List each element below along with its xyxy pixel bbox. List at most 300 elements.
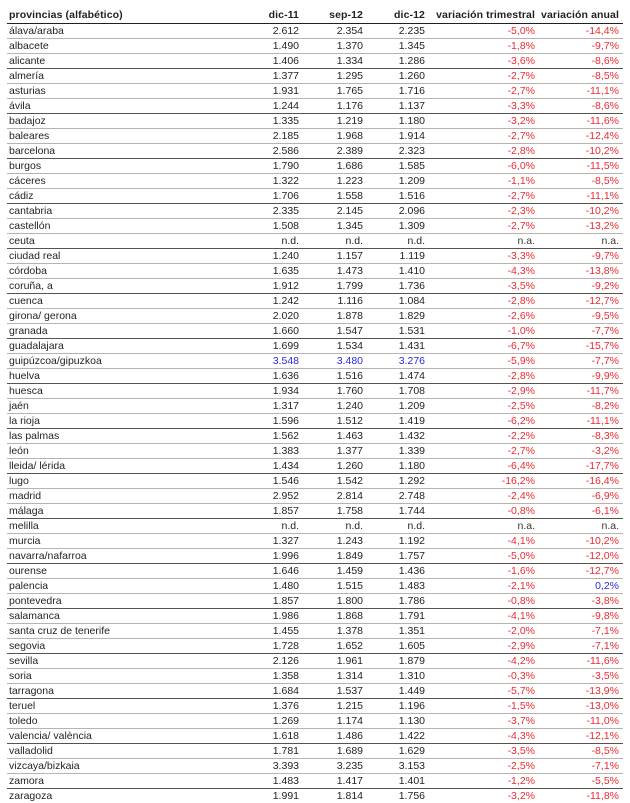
row-sep-12: 1.758	[303, 504, 367, 519]
row-sep-12: 1.689	[303, 744, 367, 759]
row-variacion-anual: -11,6%	[539, 114, 623, 129]
row-variacion-anual: -11,1%	[539, 84, 623, 99]
row-variacion-trimestral: -3,5%	[429, 744, 539, 759]
row-dic-12: 1.436	[367, 564, 429, 579]
row-provincia: cantabria	[7, 204, 239, 219]
row-variacion-trimestral: -2,1%	[429, 579, 539, 594]
row-provincia: valencia/ valència	[7, 729, 239, 744]
row-dic-12: 1.744	[367, 504, 429, 519]
row-provincia: toledo	[7, 714, 239, 729]
row-variacion-anual: -8,5%	[539, 69, 623, 84]
table-row[interactable]	[7, 339, 623, 354]
row-variacion-trimestral: -4,2%	[429, 654, 539, 669]
table-row[interactable]	[7, 219, 623, 234]
row-dic-11: 2.185	[239, 129, 303, 144]
row-provincia: castellón	[7, 219, 239, 234]
row-sep-12: 1.463	[303, 429, 367, 444]
row-dic-12: 1.084	[367, 294, 429, 309]
table-row[interactable]	[7, 654, 623, 669]
row-variacion-anual: -7,7%	[539, 354, 623, 369]
row-dic-12: 1.756	[367, 789, 429, 803]
row-variacion-trimestral: -1,6%	[429, 564, 539, 579]
row-dic-11: 1.618	[239, 729, 303, 744]
row-dic-12: 1.757	[367, 549, 429, 564]
row-dic-11: 1.991	[239, 789, 303, 803]
row-dic-11: 1.377	[239, 69, 303, 84]
row-sep-12: 1.378	[303, 624, 367, 639]
row-sep-12: 1.417	[303, 774, 367, 789]
row-dic-12: 1.309	[367, 219, 429, 234]
row-dic-11: 1.931	[239, 84, 303, 99]
row-variacion-anual: -11,5%	[539, 159, 623, 174]
row-dic-12: 3.153	[367, 759, 429, 774]
row-variacion-anual: 0,2%	[539, 579, 623, 594]
table-row[interactable]	[7, 519, 623, 534]
row-dic-12: 3.276	[367, 354, 429, 369]
table-row[interactable]	[7, 624, 623, 639]
row-variacion-trimestral: -2,8%	[429, 369, 539, 384]
table-row[interactable]	[7, 99, 623, 114]
row-provincia: lleida/ lérida	[7, 459, 239, 474]
row-variacion-anual: -5,5%	[539, 774, 623, 789]
row-variacion-trimestral: -1,8%	[429, 39, 539, 54]
row-sep-12: 1.240	[303, 399, 367, 414]
row-dic-11: 1.480	[239, 579, 303, 594]
table-row[interactable]	[7, 699, 623, 714]
row-dic-11: 1.358	[239, 669, 303, 684]
table-row[interactable]	[7, 144, 623, 159]
table-row[interactable]	[7, 84, 623, 99]
table-row[interactable]	[7, 69, 623, 84]
row-variacion-trimestral: -3,3%	[429, 249, 539, 264]
row-provincia: baleares	[7, 129, 239, 144]
row-dic-11: 1.322	[239, 174, 303, 189]
table-row[interactable]	[7, 309, 623, 324]
row-variacion-anual: -7,7%	[539, 324, 623, 339]
row-variacion-anual: -12,1%	[539, 729, 623, 744]
row-variacion-anual: -17,7%	[539, 459, 623, 474]
row-dic-12: 1.422	[367, 729, 429, 744]
row-dic-11: 1.857	[239, 594, 303, 609]
row-dic-11: 1.483	[239, 774, 303, 789]
row-dic-11: 1.434	[239, 459, 303, 474]
row-dic-11: 2.020	[239, 309, 303, 324]
row-variacion-anual: -14,4%	[539, 24, 623, 39]
table-row[interactable]	[7, 744, 623, 759]
row-variacion-anual: -9,7%	[539, 249, 623, 264]
row-dic-12: 1.914	[367, 129, 429, 144]
row-variacion-anual: -15,7%	[539, 339, 623, 354]
table-row[interactable]	[7, 39, 623, 54]
row-sep-12: 1.295	[303, 69, 367, 84]
row-dic-12: 1.449	[367, 684, 429, 699]
row-variacion-trimestral: -5,7%	[429, 684, 539, 699]
table-row[interactable]	[7, 594, 623, 609]
row-dic-12: 1.196	[367, 699, 429, 714]
row-dic-12: 1.401	[367, 774, 429, 789]
row-dic-11: 3.548	[239, 354, 303, 369]
row-provincia: valladolid	[7, 744, 239, 759]
row-provincia: alicante	[7, 54, 239, 69]
table-row[interactable]	[7, 324, 623, 339]
row-variacion-trimestral: -0,3%	[429, 669, 539, 684]
row-provincia: teruel	[7, 699, 239, 714]
row-variacion-trimestral: -4,3%	[429, 264, 539, 279]
table-row[interactable]	[7, 234, 623, 249]
table-header	[7, 6, 623, 24]
row-variacion-anual: -12,7%	[539, 294, 623, 309]
row-sep-12: 1.652	[303, 639, 367, 654]
row-dic-12: 1.209	[367, 399, 429, 414]
row-dic-11: 2.586	[239, 144, 303, 159]
table-row[interactable]	[7, 279, 623, 294]
table-row[interactable]	[7, 204, 623, 219]
row-provincia: zaragoza	[7, 789, 239, 803]
row-provincia: palencia	[7, 579, 239, 594]
row-sep-12: 1.345	[303, 219, 367, 234]
row-dic-11: 2.126	[239, 654, 303, 669]
row-sep-12: 1.814	[303, 789, 367, 803]
row-variacion-anual: -7,1%	[539, 759, 623, 774]
row-variacion-trimestral: -3,6%	[429, 54, 539, 69]
row-variacion-anual: -11,1%	[539, 414, 623, 429]
row-provincia: madrid	[7, 489, 239, 504]
row-dic-11: 2.335	[239, 204, 303, 219]
table-row[interactable]	[7, 129, 623, 144]
row-dic-12: 1.736	[367, 279, 429, 294]
table-row[interactable]	[7, 429, 623, 444]
row-variacion-anual: -13,9%	[539, 684, 623, 699]
row-sep-12: 1.314	[303, 669, 367, 684]
row-variacion-trimestral: -4,1%	[429, 609, 539, 624]
column-header-sep-12: sep-12	[303, 6, 367, 24]
row-dic-12: 1.516	[367, 189, 429, 204]
row-variacion-trimestral: -2,8%	[429, 144, 539, 159]
row-dic-11: 1.781	[239, 744, 303, 759]
row-variacion-anual: -13,8%	[539, 264, 623, 279]
row-dic-11: 1.857	[239, 504, 303, 519]
row-variacion-trimestral: -3,5%	[429, 279, 539, 294]
row-dic-11: 1.660	[239, 324, 303, 339]
row-provincia: almería	[7, 69, 239, 84]
table-row[interactable]	[7, 24, 623, 39]
row-sep-12: 1.473	[303, 264, 367, 279]
row-dic-12: 1.119	[367, 249, 429, 264]
row-dic-11: 1.635	[239, 264, 303, 279]
table-row[interactable]	[7, 369, 623, 384]
row-provincia: león	[7, 444, 239, 459]
row-provincia: tarragona	[7, 684, 239, 699]
row-dic-11: 2.612	[239, 24, 303, 39]
table-row[interactable]	[7, 789, 623, 803]
row-variacion-anual: -8,2%	[539, 399, 623, 414]
row-dic-12: 1.310	[367, 669, 429, 684]
row-dic-12: 1.286	[367, 54, 429, 69]
column-header-dic-12: dic-12	[367, 6, 429, 24]
row-dic-11: 1.996	[239, 549, 303, 564]
row-dic-11: 3.393	[239, 759, 303, 774]
row-dic-12: 1.345	[367, 39, 429, 54]
table-row[interactable]	[7, 549, 623, 564]
row-dic-11: 1.912	[239, 279, 303, 294]
row-sep-12: 1.765	[303, 84, 367, 99]
row-provincia: murcia	[7, 534, 239, 549]
row-variacion-trimestral: -4,1%	[429, 534, 539, 549]
row-sep-12: 1.686	[303, 159, 367, 174]
row-provincia: pontevedra	[7, 594, 239, 609]
row-dic-12: 1.260	[367, 69, 429, 84]
row-provincia: burgos	[7, 159, 239, 174]
table-row[interactable]	[7, 489, 623, 504]
row-variacion-anual: -3,2%	[539, 444, 623, 459]
row-dic-12: 2.323	[367, 144, 429, 159]
row-dic-11: 1.242	[239, 294, 303, 309]
row-variacion-anual: -11,8%	[539, 789, 623, 803]
row-provincia: segovia	[7, 639, 239, 654]
row-sep-12: 1.116	[303, 294, 367, 309]
row-dic-12: 1.786	[367, 594, 429, 609]
row-dic-12: 1.708	[367, 384, 429, 399]
row-variacion-trimestral: -2,7%	[429, 69, 539, 84]
table-row[interactable]	[7, 639, 623, 654]
row-dic-11: 1.934	[239, 384, 303, 399]
row-dic-11: 1.562	[239, 429, 303, 444]
row-sep-12: 1.223	[303, 174, 367, 189]
row-sep-12: 1.534	[303, 339, 367, 354]
row-sep-12: 1.243	[303, 534, 367, 549]
row-variacion-trimestral: -3,2%	[429, 789, 539, 803]
row-variacion-anual: -13,0%	[539, 699, 623, 714]
row-sep-12: 2.389	[303, 144, 367, 159]
row-variacion-anual: -11,0%	[539, 714, 623, 729]
row-variacion-trimestral: n.a.	[429, 519, 539, 534]
row-dic-12: 1.605	[367, 639, 429, 654]
row-variacion-trimestral: -6,7%	[429, 339, 539, 354]
row-dic-11: 1.376	[239, 699, 303, 714]
row-provincia: jaén	[7, 399, 239, 414]
row-variacion-anual: -9,9%	[539, 369, 623, 384]
row-dic-12: 1.431	[367, 339, 429, 354]
row-variacion-trimestral: -3,3%	[429, 99, 539, 114]
row-sep-12: 1.868	[303, 609, 367, 624]
row-variacion-trimestral: -6,4%	[429, 459, 539, 474]
row-sep-12: 1.512	[303, 414, 367, 429]
table-row[interactable]	[7, 759, 623, 774]
row-sep-12: 1.542	[303, 474, 367, 489]
row-provincia: ourense	[7, 564, 239, 579]
row-variacion-trimestral: -2,3%	[429, 204, 539, 219]
table-row[interactable]	[7, 189, 623, 204]
row-dic-12: n.d.	[367, 519, 429, 534]
table-row[interactable]	[7, 249, 623, 264]
row-dic-12: 2.235	[367, 24, 429, 39]
row-provincia: ávila	[7, 99, 239, 114]
row-variacion-trimestral: -1,5%	[429, 699, 539, 714]
row-dic-11: 1.508	[239, 219, 303, 234]
row-provincia: coruña, a	[7, 279, 239, 294]
table-row[interactable]	[7, 294, 623, 309]
row-variacion-trimestral: -16,2%	[429, 474, 539, 489]
row-provincia: albacete	[7, 39, 239, 54]
row-dic-12: 1.351	[367, 624, 429, 639]
row-variacion-anual: -10,2%	[539, 204, 623, 219]
row-dic-12: 1.829	[367, 309, 429, 324]
province-price-table	[7, 6, 623, 803]
table-row[interactable]	[7, 399, 623, 414]
table-row[interactable]	[7, 54, 623, 69]
row-sep-12: 1.516	[303, 369, 367, 384]
row-variacion-trimestral: -2,5%	[429, 399, 539, 414]
row-sep-12: 1.800	[303, 594, 367, 609]
row-variacion-anual: -9,5%	[539, 309, 623, 324]
row-provincia: ceuta	[7, 234, 239, 249]
row-provincia: santa cruz de tenerife	[7, 624, 239, 639]
row-variacion-trimestral: -1,0%	[429, 324, 539, 339]
row-dic-12: 1.531	[367, 324, 429, 339]
row-sep-12: n.d.	[303, 519, 367, 534]
row-sep-12: 2.145	[303, 204, 367, 219]
table-row[interactable]	[7, 414, 623, 429]
row-provincia: cuenca	[7, 294, 239, 309]
row-dic-11: 1.728	[239, 639, 303, 654]
row-variacion-trimestral: -3,2%	[429, 114, 539, 129]
row-variacion-trimestral: -2,6%	[429, 309, 539, 324]
row-sep-12: 1.377	[303, 444, 367, 459]
table-row[interactable]	[7, 774, 623, 789]
table-row[interactable]	[7, 609, 623, 624]
row-dic-12: 1.339	[367, 444, 429, 459]
row-variacion-trimestral: -6,2%	[429, 414, 539, 429]
row-dic-12: 1.180	[367, 114, 429, 129]
row-dic-12: 1.483	[367, 579, 429, 594]
row-variacion-anual: -8,6%	[539, 99, 623, 114]
table-row[interactable]	[7, 474, 623, 489]
row-dic-12: 1.474	[367, 369, 429, 384]
row-dic-11: 1.406	[239, 54, 303, 69]
row-dic-12: 1.137	[367, 99, 429, 114]
row-variacion-trimestral: -2,7%	[429, 444, 539, 459]
row-variacion-anual: -9,2%	[539, 279, 623, 294]
table-row[interactable]	[7, 459, 623, 474]
row-provincia: girona/ gerona	[7, 309, 239, 324]
row-variacion-trimestral: -2,8%	[429, 294, 539, 309]
table-row[interactable]	[7, 684, 623, 699]
row-variacion-trimestral: -2,7%	[429, 129, 539, 144]
row-variacion-trimestral: -2,9%	[429, 384, 539, 399]
row-sep-12: 1.961	[303, 654, 367, 669]
row-provincia: cáceres	[7, 174, 239, 189]
row-dic-12: 1.716	[367, 84, 429, 99]
row-sep-12: 2.814	[303, 489, 367, 504]
row-dic-11: 1.244	[239, 99, 303, 114]
table-row[interactable]	[7, 354, 623, 369]
row-dic-12: 2.096	[367, 204, 429, 219]
row-variacion-anual: -3,5%	[539, 669, 623, 684]
row-provincia: vizcaya/bizkaia	[7, 759, 239, 774]
row-variacion-trimestral: -2,7%	[429, 189, 539, 204]
row-variacion-trimestral: -5,9%	[429, 354, 539, 369]
row-dic-12: 1.585	[367, 159, 429, 174]
row-dic-12: 1.432	[367, 429, 429, 444]
row-dic-11: 1.706	[239, 189, 303, 204]
row-dic-12: 1.292	[367, 474, 429, 489]
row-sep-12: 1.760	[303, 384, 367, 399]
row-dic-11: 1.335	[239, 114, 303, 129]
row-dic-11: 1.455	[239, 624, 303, 639]
table-row[interactable]	[7, 384, 623, 399]
row-sep-12: 1.547	[303, 324, 367, 339]
row-variacion-anual: -8,5%	[539, 174, 623, 189]
row-dic-11: n.d.	[239, 519, 303, 534]
row-variacion-trimestral: n.a.	[429, 234, 539, 249]
table-row[interactable]	[7, 504, 623, 519]
row-variacion-anual: -3,8%	[539, 594, 623, 609]
row-provincia: huesca	[7, 384, 239, 399]
table-row[interactable]	[7, 264, 623, 279]
row-variacion-anual: -11,6%	[539, 654, 623, 669]
row-provincia: sevilla	[7, 654, 239, 669]
table-row[interactable]	[7, 564, 623, 579]
row-sep-12: 2.354	[303, 24, 367, 39]
row-variacion-trimestral: -5,0%	[429, 549, 539, 564]
table-row[interactable]	[7, 534, 623, 549]
row-variacion-anual: -11,1%	[539, 189, 623, 204]
row-provincia: lugo	[7, 474, 239, 489]
column-header-variacion-trimestral: variación trimestral	[429, 6, 539, 24]
row-dic-11: 1.684	[239, 684, 303, 699]
row-provincia: granada	[7, 324, 239, 339]
row-variacion-trimestral: -1,1%	[429, 174, 539, 189]
row-dic-11: 1.636	[239, 369, 303, 384]
row-provincia: badajoz	[7, 114, 239, 129]
table-row[interactable]	[7, 579, 623, 594]
row-sep-12: 1.370	[303, 39, 367, 54]
table-row[interactable]	[7, 714, 623, 729]
row-variacion-trimestral: -0,8%	[429, 504, 539, 519]
row-variacion-trimestral: -6,0%	[429, 159, 539, 174]
row-variacion-trimestral: -2,7%	[429, 84, 539, 99]
row-provincia: las palmas	[7, 429, 239, 444]
row-dic-11: 1.986	[239, 609, 303, 624]
row-provincia: ciudad real	[7, 249, 239, 264]
row-variacion-anual: -6,1%	[539, 504, 623, 519]
row-sep-12: 1.174	[303, 714, 367, 729]
row-variacion-anual: -8,3%	[539, 429, 623, 444]
row-variacion-anual: -9,7%	[539, 39, 623, 54]
table-row[interactable]	[7, 159, 623, 174]
row-provincia: navarra/nafarroa	[7, 549, 239, 564]
row-sep-12: 3.235	[303, 759, 367, 774]
table-row[interactable]	[7, 444, 623, 459]
row-dic-12: 1.419	[367, 414, 429, 429]
table-row[interactable]	[7, 669, 623, 684]
row-dic-11: 1.490	[239, 39, 303, 54]
row-sep-12: 1.486	[303, 729, 367, 744]
row-dic-11: 1.699	[239, 339, 303, 354]
table-row[interactable]	[7, 174, 623, 189]
row-variacion-anual: -12,4%	[539, 129, 623, 144]
row-sep-12: 1.968	[303, 129, 367, 144]
row-provincia: salamanca	[7, 609, 239, 624]
table-row[interactable]	[7, 729, 623, 744]
row-dic-11: 1.790	[239, 159, 303, 174]
row-dic-12: 1.879	[367, 654, 429, 669]
row-sep-12: 1.849	[303, 549, 367, 564]
row-sep-12: n.d.	[303, 234, 367, 249]
table-row[interactable]	[7, 114, 623, 129]
row-dic-12: 1.180	[367, 459, 429, 474]
row-dic-11: 1.327	[239, 534, 303, 549]
